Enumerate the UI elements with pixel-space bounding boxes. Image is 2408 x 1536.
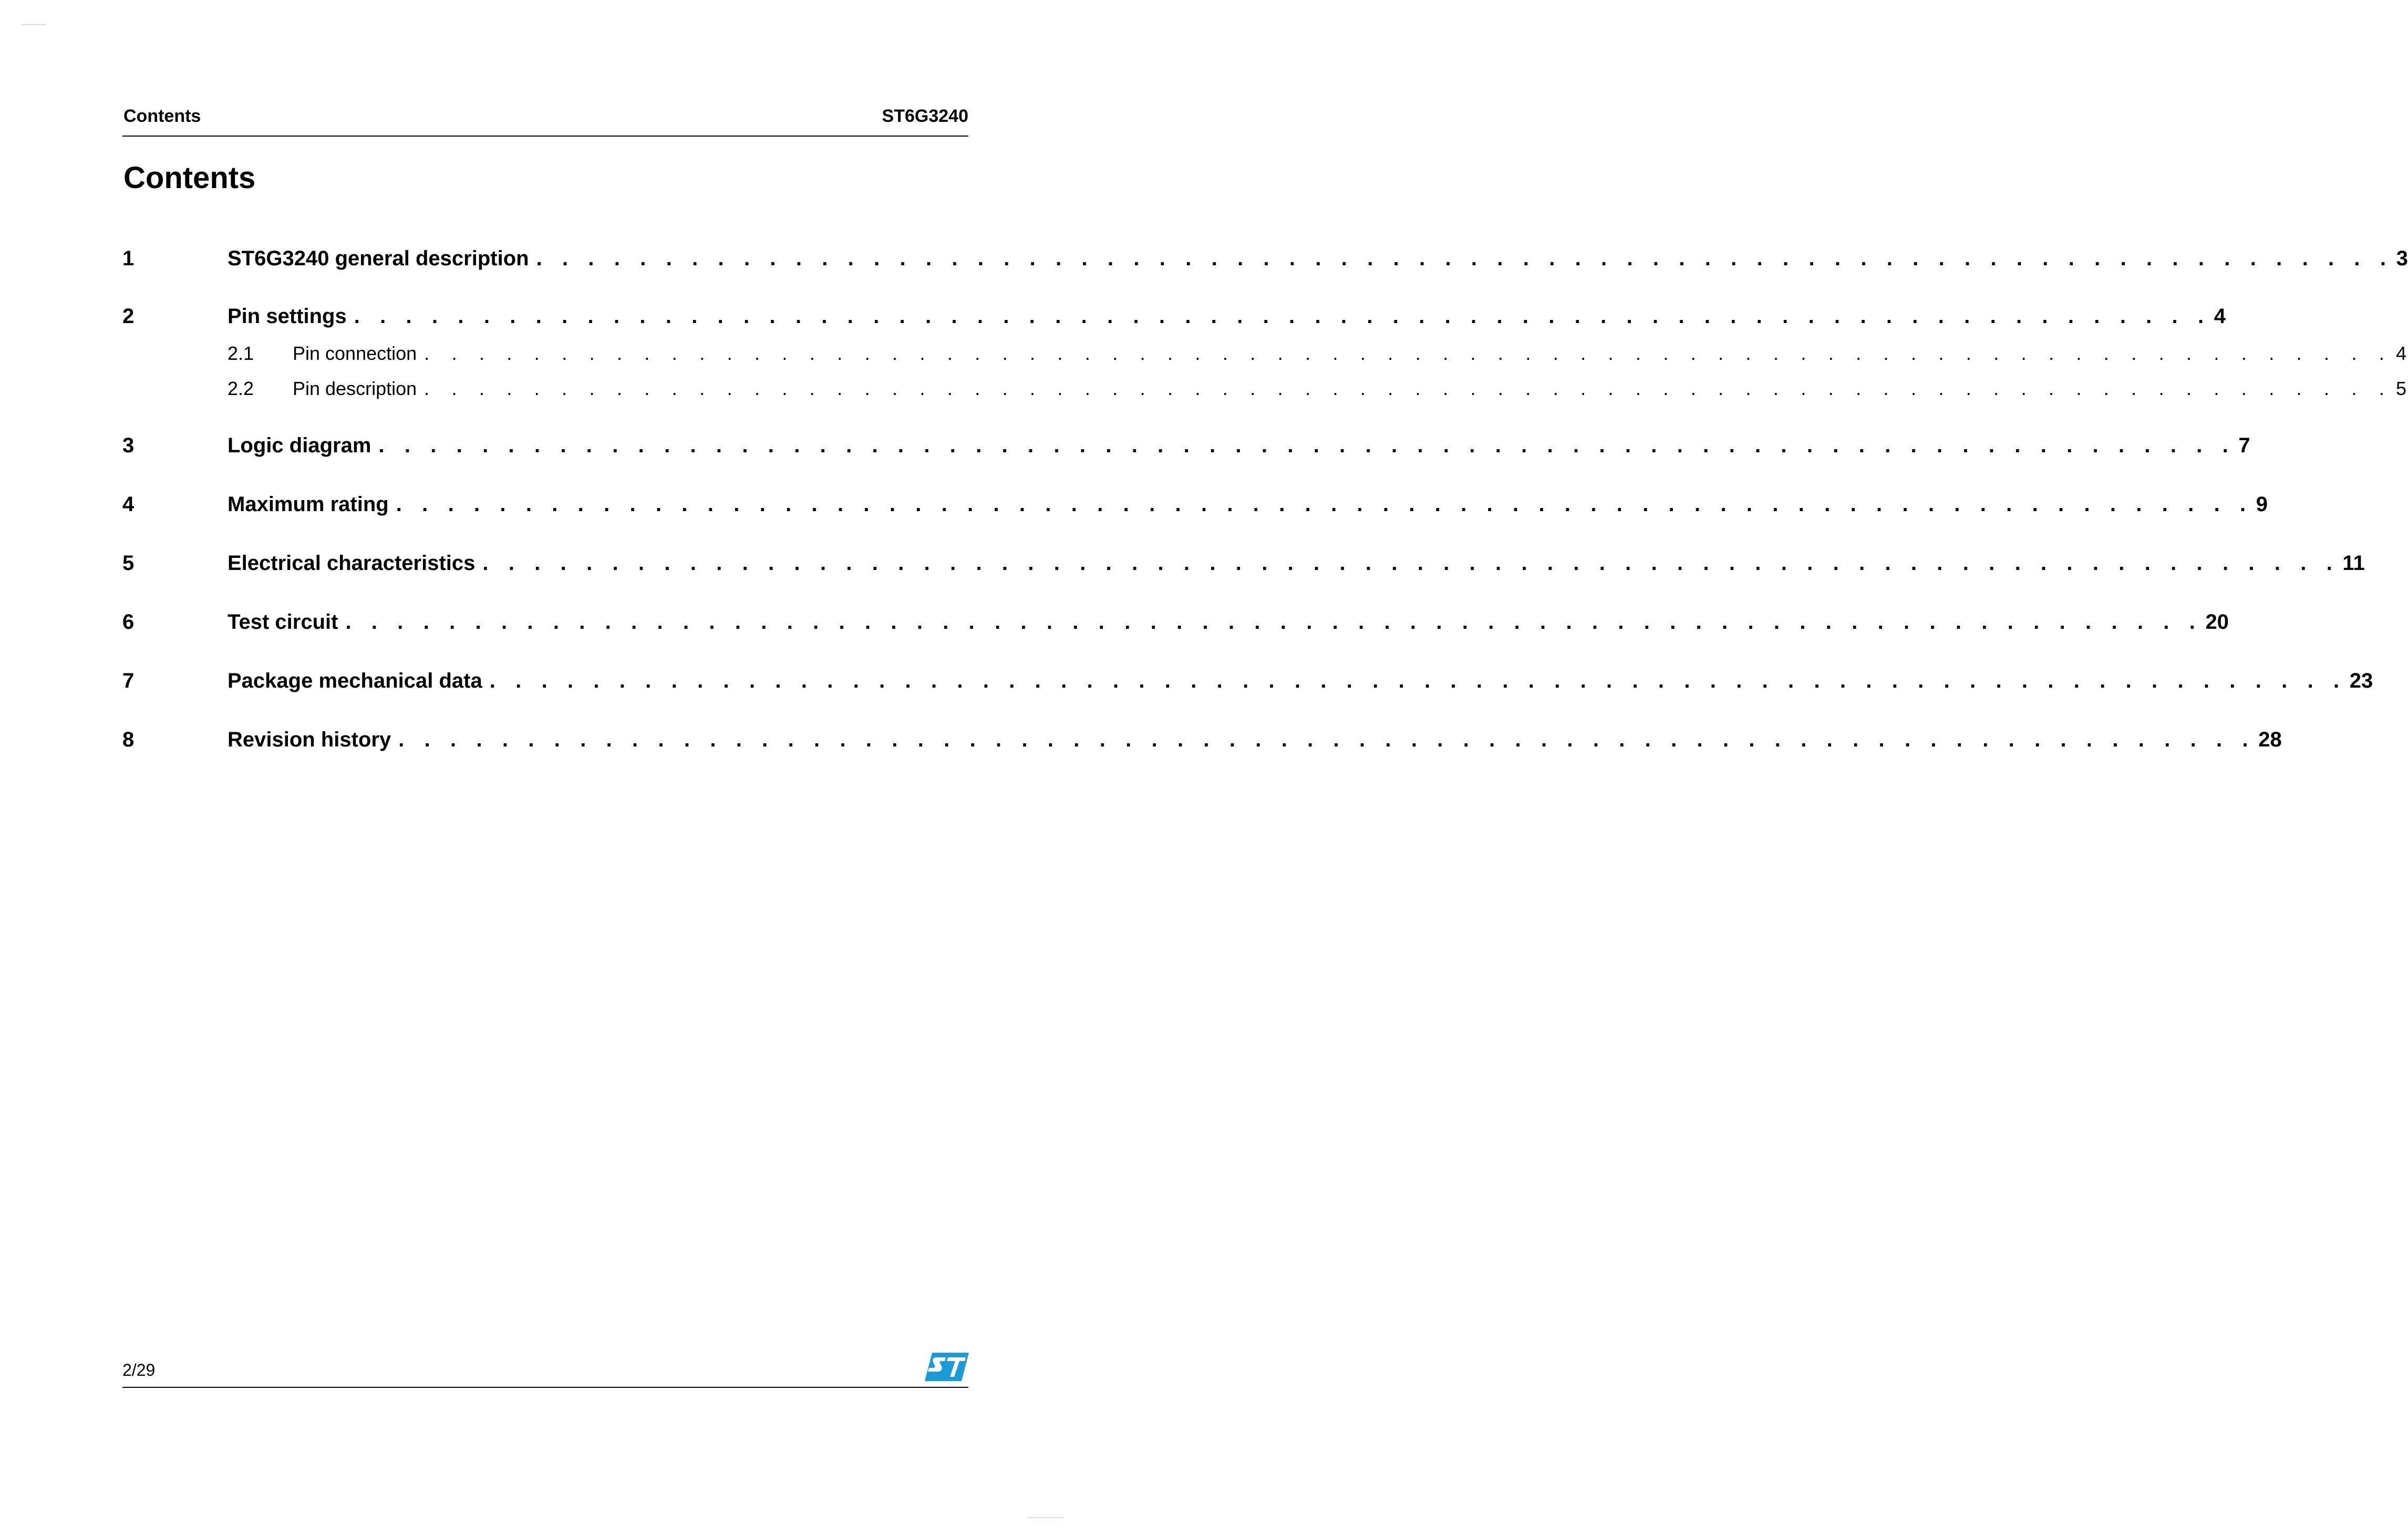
- toc-number: 8: [122, 728, 135, 751]
- toc-number: 1: [122, 247, 135, 270]
- footer-page-number: 2/29: [122, 1361, 156, 1379]
- toc-title[interactable]: Electrical characteristics: [228, 552, 476, 575]
- toc-entry-3[interactable]: [122, 434, 2250, 460]
- toc-entry-1[interactable]: [122, 247, 2408, 273]
- toc-page-number[interactable]: 11: [2342, 552, 2365, 575]
- toc-page-number[interactable]: 4: [2396, 343, 2407, 364]
- running-header-section: Contents: [123, 106, 201, 126]
- toc-leader-dots: . . . . . . . . . . . . . . . . . . . . . . . . . . . . . . . . . . . . . . . . . . . . . . . . . . . . . . . . . . . . . . . . . . . . . . . .: [424, 378, 2393, 399]
- toc-number: 4: [122, 493, 135, 516]
- toc-entry-4[interactable]: [122, 493, 2268, 519]
- toc-title[interactable]: Logic diagram: [228, 434, 371, 457]
- toc-page-number[interactable]: 3: [2396, 247, 2408, 270]
- running-header-part-number: ST6G3240: [882, 106, 968, 126]
- corner-registration-mark: [1027, 1517, 1064, 1518]
- toc-leader-dots: . . . . . . . . . . . . . . . . . . . . . . . . . . . . . . . . . . . . . . . . . . . . . . . . . . . . . . . . . . . . . . . . . . . . . . . .: [398, 728, 2256, 751]
- toc-entry-6[interactable]: [122, 610, 2229, 637]
- toc-title[interactable]: Package mechanical data: [228, 669, 482, 692]
- toc-page-number[interactable]: 7: [2238, 434, 2250, 457]
- corner-registration-mark: [21, 24, 46, 25]
- header-divider: [122, 136, 968, 137]
- toc-entry-2[interactable]: [122, 305, 2226, 331]
- toc-page-number[interactable]: 9: [2256, 493, 2268, 516]
- toc-title[interactable]: Pin connection: [293, 343, 417, 364]
- toc-page-number[interactable]: 28: [2258, 728, 2282, 751]
- toc-entry-2-2[interactable]: [122, 378, 2407, 401]
- toc-title[interactable]: Test circuit: [228, 610, 338, 634]
- st-logo: [925, 1353, 969, 1381]
- toc-leader-dots: . . . . . . . . . . . . . . . . . . . . . . . . . . . . . . . . . . . . . . . . . . . . . . . . . . . . . . . . . . . . . . . . . . . . . . . .: [378, 434, 2236, 457]
- toc-page-number[interactable]: 20: [2205, 610, 2229, 634]
- toc-number: 3: [122, 434, 135, 457]
- toc-number: 7: [122, 669, 135, 692]
- toc-number: 2.1: [228, 343, 254, 364]
- toc-leader-dots: . . . . . . . . . . . . . . . . . . . . . . . . . . . . . . . . . . . . . . . . . . . . . . . . . . . . . . . . . . . . . . . . . . . . . . . .: [536, 247, 2393, 270]
- toc-leader-dots: . . . . . . . . . . . . . . . . . . . . . . . . . . . . . . . . . . . . . . . . . . . . . . . . . . . . . . . . . . . . . . . . . . . . . . . .: [489, 669, 2347, 692]
- toc-title[interactable]: Maximum rating: [228, 493, 389, 516]
- toc-number: 5: [122, 552, 135, 575]
- toc-leader-dots: . . . . . . . . . . . . . . . . . . . . . . . . . . . . . . . . . . . . . . . . . . . . . . . . . . . . . . . . . . . . . . . . . . . . . . . .: [345, 610, 2203, 634]
- toc-entry-8[interactable]: [122, 728, 2282, 754]
- toc-entry-5[interactable]: [122, 552, 2365, 578]
- toc-title[interactable]: ST6G3240 general description: [228, 247, 529, 270]
- toc-number: 6: [122, 610, 135, 634]
- toc-page-number[interactable]: 23: [2349, 669, 2373, 692]
- toc-title[interactable]: Revision history: [228, 728, 391, 751]
- toc-leader-dots: . . . . . . . . . . . . . . . . . . . . . . . . . . . . . . . . . . . . . . . . . . . . . . . . . . . . . . . . . . . . . . . . . . . . . . . .: [482, 552, 2340, 575]
- toc-title[interactable]: Pin description: [293, 378, 417, 399]
- page-title: Contents: [123, 161, 256, 195]
- footer-divider: [122, 1387, 968, 1388]
- toc-page-number[interactable]: 5: [2396, 378, 2407, 399]
- toc-leader-dots: . . . . . . . . . . . . . . . . . . . . . . . . . . . . . . . . . . . . . . . . . . . . . . . . . . . . . . . . . . . . . . . . . . . . . . . .: [354, 305, 2211, 328]
- toc-number: 2.2: [228, 378, 254, 399]
- toc-page-number[interactable]: 4: [2214, 305, 2226, 328]
- toc-leader-dots: . . . . . . . . . . . . . . . . . . . . . . . . . . . . . . . . . . . . . . . . . . . . . . . . . . . . . . . . . . . . . . . . . . . . . . . .: [424, 343, 2393, 364]
- toc-entry-2-1[interactable]: [122, 343, 2407, 366]
- toc-number: 2: [122, 305, 135, 328]
- toc-entry-7[interactable]: [122, 669, 2373, 696]
- toc-leader-dots: . . . . . . . . . . . . . . . . . . . . . . . . . . . . . . . . . . . . . . . . . . . . . . . . . . . . . . . . . . . . . . . . . . . . . . . .: [396, 493, 2253, 516]
- toc-title[interactable]: Pin settings: [228, 305, 347, 328]
